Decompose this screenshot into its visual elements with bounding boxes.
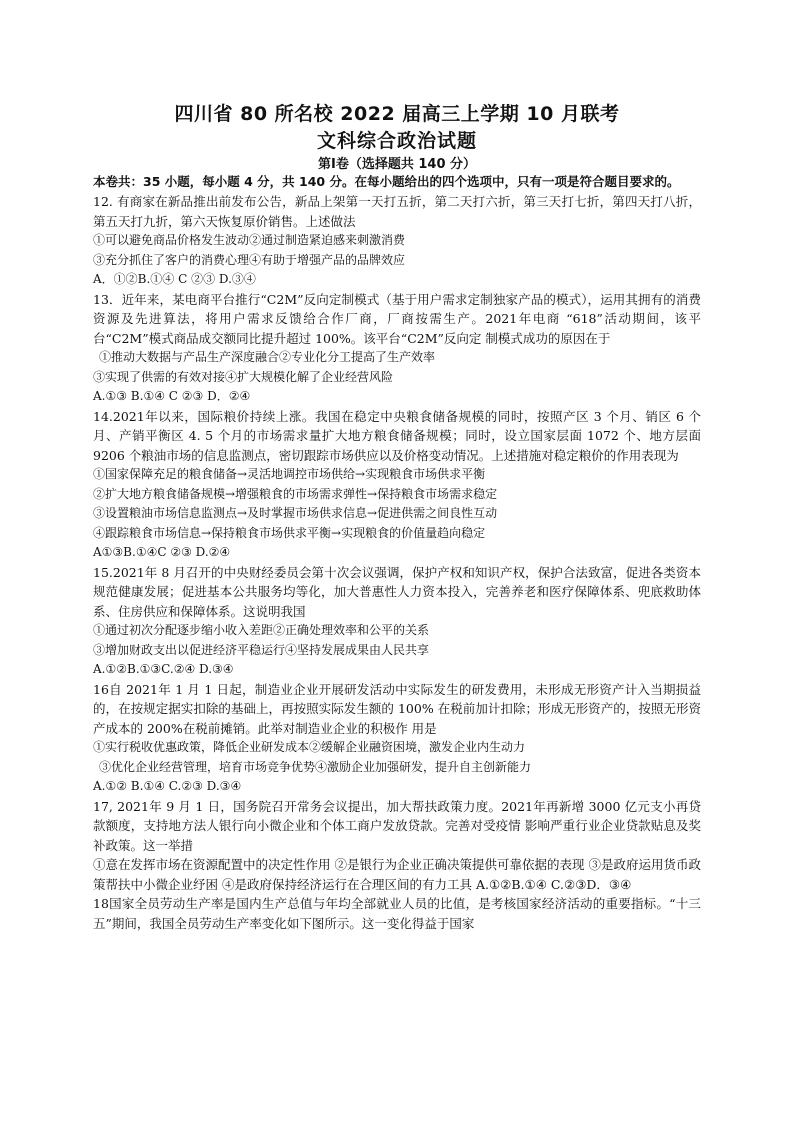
question-option: ③设置粮油市场信息监测点→及时掌握市场供求信息→促进供需之间良性互动 [93,506,498,520]
answer-choices: A.①②B.①③C.②④ D.③④ [93,662,234,676]
question-option: ①实行税收优惠政策，降低企业研发成本②缓解企业融资困境，激发企业内生动力 [93,740,526,754]
question-13 [93,290,701,407]
header [0,100,794,174]
answer-choices: A①③B.①④C ②③ D.②④ [93,545,231,559]
question-option: ②扩大地方粮食储备规模→增强粮食的市场需求弹性→保持粮食市场需求稳定 [93,486,498,501]
question-stem: 18国家全员劳动生产率是国内生产总值与年均全部就业人员的比值，是考核国家经济活动的重要指标。“十三五”期间，我国全员劳动生产率变化如下图所示。这一变化得益于国家 [93,896,701,931]
question-option: ③实现了供需的有效对接④扩大规模化解了企业经营风险 [93,369,394,384]
question-option: ④跟踪粮食市场信息→保持粮食市场供求平衡→实现粮食的价值量趋向稳定 [93,525,486,540]
question-option: ③增加财政支出以促进经济平稳运行④坚持发展成果由人民共享 [93,642,430,657]
question-17 [93,797,701,895]
question-stem: 12. 有商家在新品推出前发布公告，新品上架第一天打五折，第二天打六折，第三天打七折，第四天打八折，第五天打九折，第六天恢复原价销售。上述做法 [93,194,701,229]
question-stem: 15.2021年 8 月召开的中央财经委员会第十次会议强调，保护产权和知识产权，保护合法致富，促进各类资本规范健康发展；促进基本公共服务均等化，加大普惠性人力资本投入，完善养老和医疗保障体系、兜底救助体系、住房供应和保障体系。这说明我国 [93,564,701,619]
question-option: ①国家保障充足的粮食储备→灵活地调控市场供给→实现粮食市场供求平衡 [93,467,486,481]
question-14 [93,407,701,563]
question-stem: 16自 2021年 1 月 1 日起，制造业企业开展研发活动中实际发生的研发费用，未形成无形资产计入当期损益的，在按规定据实扣除的基础上，再按照实际发生额的 100% 在税前加计扣除；形成无形资产的，按照无形资产成本的 200%在税前摊销。此举对制造业企业的积极作 用是 [93,681,701,736]
section-heading: 第Ⅰ卷（选择题共 140 分） [317,157,477,172]
question-list [93,172,701,933]
answer-choices: A.①③ B.①④ C ②③ D．②④ [93,389,251,403]
page-title: 四川省 80 所名校 2022 届高三上学期 10 月联考 [174,103,620,125]
question-option: ③充分抓住了客户的消费心理④有助于增强产品的品牌效应 [93,252,406,267]
question-16 [93,680,701,797]
question-12 [93,192,701,290]
question-option: ①通过初次分配逐步缩小收入差距②正确处理效率和公平的关系 [93,623,430,637]
question-option: ①意在发挥市场在资源配置中的决定性作用 ②是银行为企业正确决策提供可靠依据的表现 ③是政府运用货币政策帮扶中小微企业纾困 ④是政府保持经济运行在合理区间的有力工具 A.①②B.①④ C.②③D．③④ [93,857,701,892]
question-stem: 17, 2021年 9 月 1 日，国务院召开常务会议提出，加大帮扶政策力度。2021年再新增 3000 亿元支小再贷款额度，支持地方法人银行向小微企业和个体工商户发放贷款。完善对受疫情 影响严重行业企业贷款贴息及奖补政策。这一举措 [93,798,701,853]
answer-choices: A．①②B.①④ C ②③ D.③④ [93,272,256,286]
page-subtitle: 文科综合政治试题 [316,130,477,152]
question-option: ③优化企业经营管理，培育市场竞争优势④激励企业加强研发，提升自主创新能力 [99,759,532,774]
question-option: ①可以避免商品价格发生波动②通过制造紧迫感来刺激消费 [93,233,406,247]
question-stem: 14.2021年以来，国际粮价持续上涨。我国在稳定中央粮食储备规模的同时，按照产区 3 个月、销区 6 个月、产销平衡区 4. 5 个月的市场需求量扩大地方粮食储备规模；同时，设立国家层面 1072 个、地方层面 9206 个粮油市场的信息监测点，密切跟踪市场供应以及价格变动情况。上述措施对稳定粮价的作用表现为 [93,408,701,463]
question-option: ①推动大数据与产品生产深度融合②专业化分工提高了生产效率 [99,350,436,364]
question-15 [93,563,701,680]
instructions: 本卷共：35 小题，每小题 4 分，共 140 分。在每小题给出的四个选项中，只有一项是符合题目要求的。 [93,174,680,189]
answer-choices: A.①② B.①④ C.②③ D.③④ [93,779,242,793]
question-18 [93,894,701,933]
question-stem: 13．近年来，某电商平台推行“C2M”反向定制模式（基于用户需求定制独家产品的模式），运用其拥有的消费资源及先进算法，将用户需求反馈给合作厂商，厂商按需生产。2021年电商 “618”活动期间，该平台“C2M”模式商品成交额同比提升超过 100%。该平台“C2M”反向定 制模式成功的原因在于 [93,291,701,346]
